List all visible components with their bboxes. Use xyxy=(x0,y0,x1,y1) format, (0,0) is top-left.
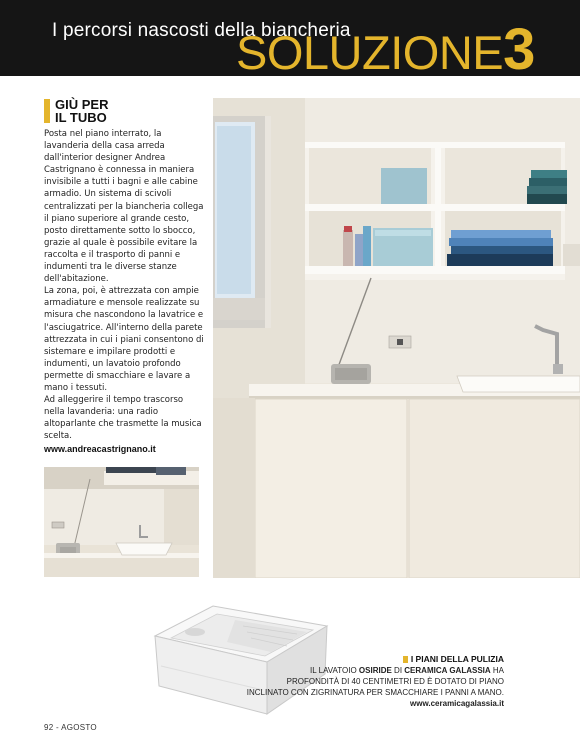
article-paragraph: Posta nel piano interrato, la lavanderia della casa arreda dall'interior designer Andrea Castrignano è connessa in maniera invisibile a tutti i bagni e alle cabine armadio. Un sistema di scivoli centralizzati per la biancheria collega il piano superiore al grande cesto, posto direttamente sotto lo sbocco, grazie al quale è possibile evitare la raccolta e il trasporto di panni e indumenti tra le diverse stanze dell'abitazione. xyxy=(44,129,204,285)
heading-line-2: IL TUBO xyxy=(55,110,107,125)
article-heading xyxy=(44,98,204,124)
caption-text: DI xyxy=(391,666,405,675)
article-paragraph: Ad alleggerire il tempo trascorso nella lavanderia: una radio altoparlante che trasmette la musica scelta. xyxy=(44,395,202,442)
caption-title xyxy=(184,654,504,665)
laundry-room-illustration xyxy=(213,98,580,578)
article-body xyxy=(44,128,204,442)
article-paragraph: La zona, poi, è attrezzata con ampie armadiature e mensole realizzate su misura che nascondono la lavatrice e l'asciugatrice. All'interno della parete attrezzata in cui i piani consentono di sistemare e impilare prodotti e indumenti, un lavatoio profondo permette di smacchiare e lavare a mano i tessuti. xyxy=(44,286,204,393)
article-column xyxy=(44,98,204,454)
header-kicker: I percorsi nascosti della biancheria xyxy=(52,20,351,41)
caption-maker: CERAMICA GALASSIA xyxy=(404,666,491,675)
sink-caption xyxy=(184,654,504,709)
heading-line-1: GIÙ PER xyxy=(55,97,109,112)
caption-accent-bar xyxy=(403,656,408,663)
laundry-detail-illustration xyxy=(44,467,199,577)
caption-line-1 xyxy=(184,665,504,676)
caption-text: HA xyxy=(490,666,504,675)
page-folio: 92 - AGOSTO xyxy=(44,723,97,732)
caption-brand: OSIRIDE xyxy=(358,666,392,675)
page-header xyxy=(0,0,580,76)
header-title-text: SOLUZIONE xyxy=(236,26,504,76)
heading-accent-bar xyxy=(44,99,50,123)
caption-text: IL LAVATOIO xyxy=(310,666,359,675)
article-website-link[interactable]: www.andreacastrignano.it xyxy=(44,444,156,455)
photo-laundry-room xyxy=(213,98,580,578)
header-title xyxy=(236,17,536,76)
caption-website-link[interactable]: www.ceramicagalassia.it xyxy=(410,699,504,708)
caption-line-3: INCLINATO CON ZIGRINATURA PER SMACCHIARE I PANNI A MANO. xyxy=(246,688,504,697)
photo-laundry-detail xyxy=(44,467,199,577)
header-title-number: 3 xyxy=(503,17,536,76)
caption-line-2: PROFONDITÀ DI 40 CENTIMETRI ED È DOTATO DI PIANO xyxy=(286,677,504,686)
caption-title-text: I PIANI DELLA PULIZIA xyxy=(410,654,504,664)
